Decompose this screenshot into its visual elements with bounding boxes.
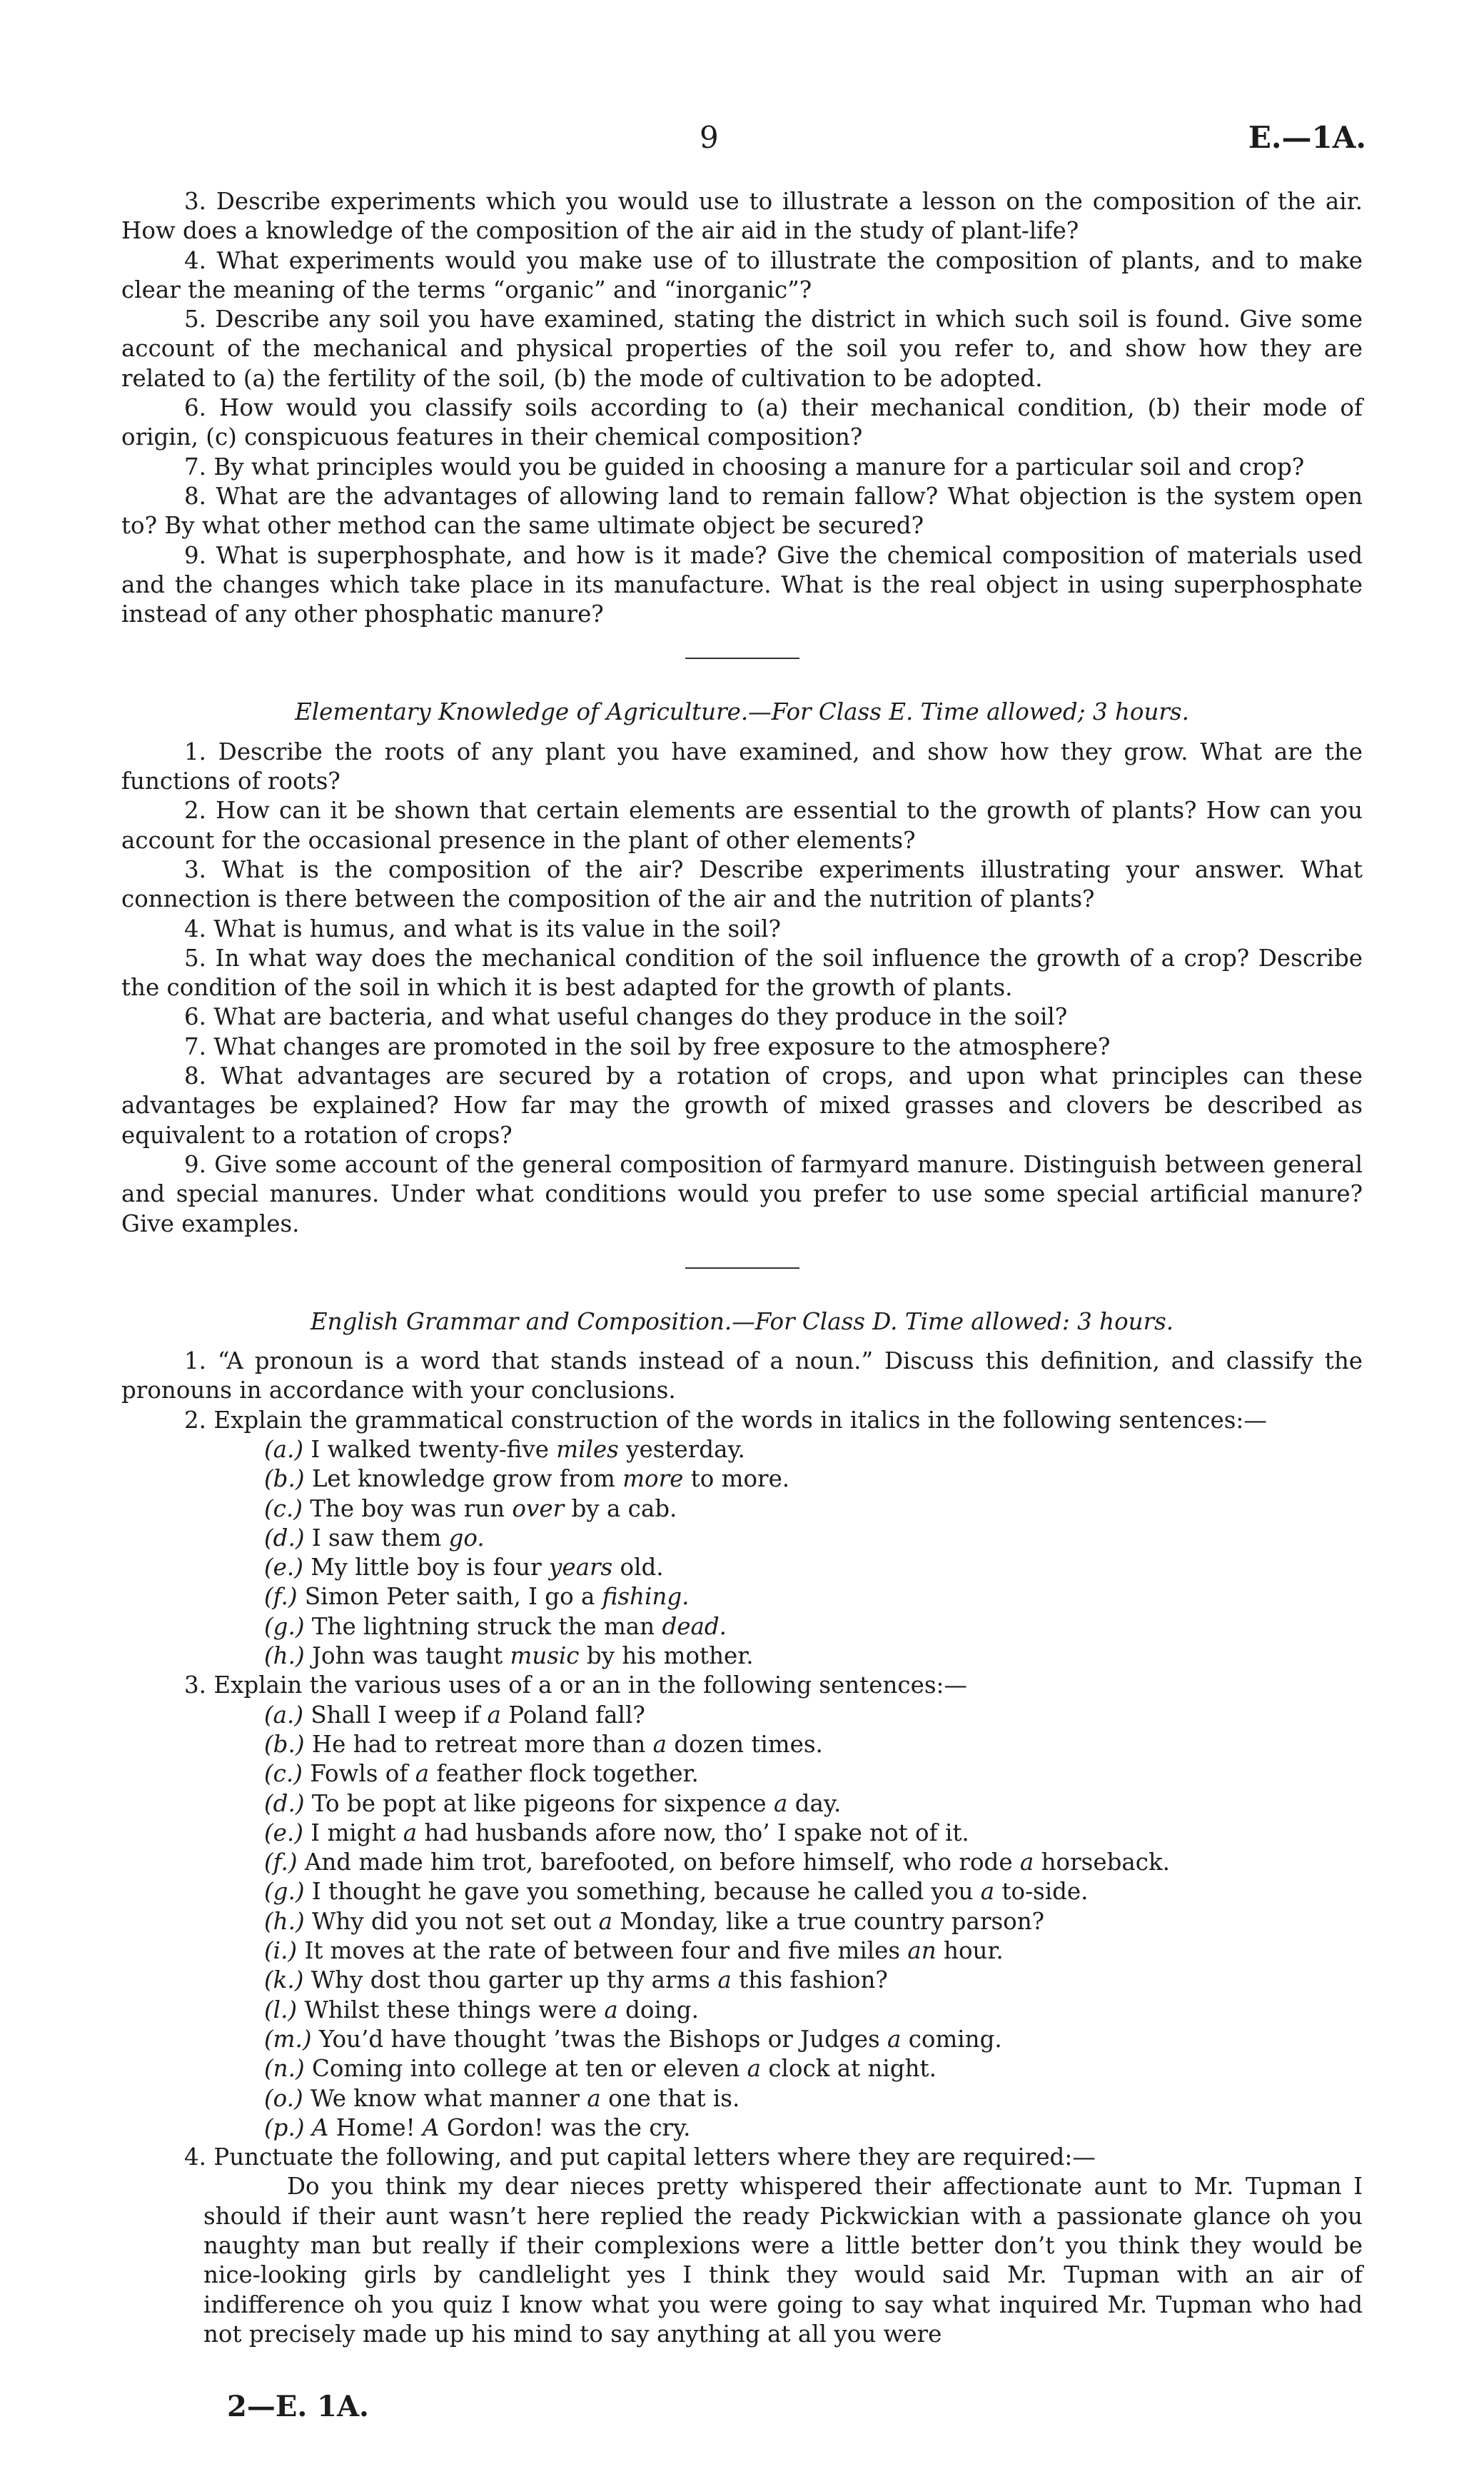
section-elementary-agriculture	[121, 698, 1363, 1238]
sentence-item	[264, 1789, 1363, 1819]
item-text: this fashion?	[731, 1966, 888, 1994]
item-text: The lightning struck the man	[311, 1612, 662, 1640]
item-text: one that is.	[600, 2084, 740, 2112]
italic-word: a	[604, 1996, 618, 2023]
italic-word: dead.	[662, 1612, 727, 1640]
page-footer-signature: 2—E. 1A.	[227, 2390, 369, 2423]
question: 4. What is humus, and what is its value in the soil?	[184, 915, 781, 942]
sentence-item	[264, 2113, 1363, 2143]
item-label: (i.)	[264, 1937, 298, 1965]
sentence-item	[264, 1819, 1363, 1848]
question: 3. What is the composition of the air? Describe experiments illustrating your answer. What connection is there between the composition of the air and the nutrition of plants?	[121, 855, 1363, 913]
item-text: The boy was run	[310, 1494, 513, 1522]
sentence-list	[121, 1701, 1363, 2143]
item-label: (b.)	[264, 1465, 305, 1493]
item-text: Home!	[328, 2113, 423, 2141]
italic-word: a	[887, 2025, 902, 2053]
item-label: (g.)	[264, 1878, 305, 1906]
section-english-grammar	[121, 1307, 1363, 2349]
item-text: Fowls of	[310, 1760, 415, 1788]
item-label: (e.)	[264, 1819, 303, 1846]
page-header	[0, 120, 1484, 163]
italic-word: a	[587, 2084, 601, 2112]
sentence-item	[264, 1996, 1363, 2025]
italic-word: a	[774, 1789, 788, 1817]
item-label: (g.)	[264, 1612, 305, 1640]
sentence-item	[264, 2054, 1363, 2083]
item-text: To be popt at like pigeons for sixpence	[311, 1789, 774, 1817]
item-text: Coming into college at ten or eleven	[311, 2055, 747, 2083]
item-text: Simon Peter saith, I go a	[304, 1583, 602, 1611]
italic-word: go.	[448, 1524, 485, 1552]
item-text: Monday, like a true country parson?	[612, 1907, 1045, 1935]
item-text: I walked twenty-five	[311, 1435, 557, 1463]
item-text: old.	[612, 1554, 664, 1582]
item-label: (k.)	[264, 1966, 304, 1994]
item-text: feather flock together.	[429, 1760, 699, 1788]
item-text: You’d have thought ’twas the Bishops or Judges	[318, 2025, 887, 2053]
sentence-item	[264, 2025, 1363, 2054]
question: 1. “A pronoun is a word that stands instead of a noun.” Discuss this definition, and classify the pronouns in accordance with your conclusions.	[121, 1347, 1363, 1404]
italic-word: a	[598, 1907, 612, 1935]
question: 3. Describe experiments which you would use to illustrate a lesson on the composition of the air. How does a knowledge of the composition of the air aid in the study of plant-life?	[121, 188, 1363, 245]
question: 1. Describe the roots of any plant you have examined, and show how they grow. What are the functions of roots?	[121, 738, 1363, 795]
item-text: It moves at the rate of between four and five miles	[304, 1937, 908, 1965]
sentence-item	[264, 1582, 1363, 1611]
italic-word: a	[717, 1966, 732, 1994]
italic-word: a	[403, 1819, 418, 1846]
item-text: My little boy is four	[311, 1554, 549, 1582]
question: 8. What are the advantages of allowing land to remain fallow? What objection is the system open to? By what other method can the same ultimate object be secured?	[121, 482, 1363, 540]
item-text: Why dost thou garter up thy arms	[311, 1966, 718, 1994]
sentence-item	[264, 1612, 1363, 1641]
item-label: (f.)	[264, 1583, 298, 1611]
sentence-item	[264, 2084, 1363, 2113]
italic-word: A	[311, 2113, 329, 2141]
italic-word: music	[510, 1642, 580, 1670]
item-text: doing.	[617, 1996, 699, 2023]
question: 3. Explain the various uses of a or an in the following sentences:—	[184, 1671, 967, 1699]
item-text: Whilst these things were	[304, 1996, 605, 2023]
item-label: (p.)	[264, 2113, 305, 2141]
item-text: to more.	[683, 1465, 790, 1493]
item-text: I might	[311, 1819, 403, 1846]
section-agriculture-continued	[121, 187, 1363, 629]
sentence-list	[121, 1435, 1363, 1671]
item-text: We know what manner	[311, 2084, 587, 2112]
punctuation-passage: Do you think my dear nieces pretty whispered their affectionate aunt to Mr. Tupman I should if their aunt wasn’t here replied the ready Pickwickian with a passionate glance oh you naughty man but really if their complexions were a little better don’t you think they would be nice-looking girls by candlelight yes I think they would said Mr. Tupman with an air of indifference oh you quiz I know what you were going to say what inquired Mr. Tupman who had not precisely made up his mind to say anything at all you were	[203, 2173, 1363, 2348]
sentence-item	[264, 1701, 1363, 1730]
question: 2. How can it be shown that certain elements are essential to the growth of plants? How can you account for the occasional presence in the plant of other elements?	[121, 797, 1363, 854]
question: 7. By what principles would you be guided in choosing a manure for a particular soil and crop?	[184, 453, 1305, 481]
item-text: yesterday.	[618, 1435, 745, 1463]
item-text: dozen times.	[667, 1730, 823, 1758]
item-text: horseback.	[1034, 1849, 1170, 1876]
italic-word: years	[548, 1554, 613, 1582]
question: 5. In what way does the mechanical condition of the soil influence the growth of a crop? Describe the condition of the soil in which it is best adapted for the growth of plants.	[121, 944, 1363, 1002]
item-text: Shall I weep if	[311, 1701, 488, 1729]
item-text: coming.	[901, 2025, 1002, 2053]
question: 2. Explain the grammatical construction of the words in italics in the following sentences:—	[184, 1406, 1267, 1434]
item-label: (m.)	[264, 2025, 312, 2053]
item-text: And made him trot, barefooted, on before himself, who rode	[304, 1849, 1020, 1876]
item-label: (b.)	[264, 1730, 305, 1758]
italic-word: miles	[556, 1435, 619, 1463]
item-text: to-side.	[994, 1878, 1089, 1906]
item-text: by a cab.	[564, 1494, 677, 1522]
item-label: (e.)	[264, 1554, 303, 1582]
italic-word: a	[1019, 1849, 1034, 1876]
italic-word: fishing.	[602, 1583, 690, 1611]
sentence-item	[264, 1966, 1363, 1995]
item-text: Why did you not set out	[311, 1907, 599, 1935]
item-text: Gordon! was the cry.	[439, 2113, 691, 2141]
item-label: (c.)	[264, 1760, 303, 1788]
item-text: I saw them	[311, 1524, 449, 1552]
italic-word: a	[415, 1760, 430, 1788]
italic-word: a	[652, 1730, 667, 1758]
question: 9. Give some account of the general composition of farmyard manure. Distinguish between general and special manures. Under what conditions would you prefer to use some special artificial manure? Give examples.	[121, 1150, 1363, 1237]
item-text: John was taught	[311, 1642, 510, 1670]
sentence-item	[264, 1435, 1363, 1464]
italic-word: A	[423, 2113, 440, 2141]
sentence-item	[264, 1907, 1363, 1936]
item-label: (d.)	[264, 1524, 305, 1552]
sentence-item	[264, 1464, 1363, 1494]
sentence-item	[264, 1524, 1363, 1553]
item-label: (a.)	[264, 1701, 304, 1729]
item-label: (c.)	[264, 1494, 303, 1522]
section-heading: Elementary Knowledge of Agriculture.—For Class E. Time allowed; 3 hours.	[295, 698, 1189, 726]
item-text: day.	[787, 1789, 842, 1817]
item-text: Poland fall?	[500, 1701, 645, 1729]
item-label: (l.)	[264, 1996, 298, 2023]
sentence-item	[264, 1553, 1363, 1582]
item-label: (o.)	[264, 2084, 303, 2112]
sentence-item	[264, 1494, 1363, 1524]
italic-word: a	[487, 1701, 501, 1729]
item-label: (a.)	[264, 1435, 304, 1463]
item-text: I thought he gave you something, because he called you	[311, 1878, 981, 1906]
item-text: clock at night.	[761, 2055, 937, 2083]
question: 6. How would you classify soils according to (a) their mechanical condition, (b) their mode of origin, (c) conspicuous features in their chemical composition?	[121, 394, 1363, 451]
item-label: (d.)	[264, 1789, 305, 1817]
sentence-item	[264, 1641, 1363, 1671]
question: 4. What experiments would you make use of to illustrate the composition of plants, and to make clear the meaning of the terms “organic” and “inorganic”?	[121, 246, 1363, 303]
italic-word: more	[622, 1465, 684, 1493]
item-label: (n.)	[264, 2055, 305, 2083]
question: 6. What are bacteria, and what useful changes do they produce in the soil?	[184, 1003, 1068, 1031]
italic-word: a	[747, 2055, 761, 2083]
item-text: He had to retreat more than	[311, 1730, 653, 1758]
question: 7. What changes are promoted in the soil by free exposure to the atmosphere?	[184, 1032, 1111, 1060]
italic-word: an	[907, 1937, 937, 1965]
item-text: hour.	[936, 1937, 1004, 1965]
question: 4. Punctuate the following, and put capital letters where they are required:—	[184, 2143, 1096, 2171]
question: 9. What is superphosphate, and how is it made? Give the chemical composition of materials used and the changes which take place in its manufacture. What is the real object in using superphosphate instead of any other phosphatic manure?	[121, 541, 1363, 628]
item-label: (f.)	[264, 1849, 298, 1876]
sentence-item	[264, 1936, 1363, 1966]
sentence-item	[264, 1877, 1363, 1906]
item-text: Let knowledge grow from	[311, 1465, 623, 1493]
sentence-item	[264, 1759, 1363, 1789]
item-text: had husbands afore now, tho’ I spake not of it.	[417, 1819, 969, 1846]
question: 8. What advantages are secured by a rotation of crops, and upon what principles can these advantages be explained? How far may the growth of mixed grasses and clovers be described as equivalent to a rotation of crops?	[121, 1062, 1363, 1149]
page-body	[121, 187, 1363, 2349]
question: 5. Describe any soil you have examined, stating the district in which such soil is found. Give some account of the mechanical and physical properties of the soil you refer to, and show how they are related to (a) the fertility of the soil, (b) the mode of cultivation to be adopted.	[121, 306, 1363, 392]
italic-word: a	[980, 1878, 995, 1906]
section-heading: English Grammar and Composition.—For Class D. Time allowed: 3 hours.	[310, 1307, 1174, 1335]
item-text: by his mother.	[579, 1642, 754, 1670]
page-number: 9	[700, 120, 719, 155]
sentence-item	[264, 1848, 1363, 1877]
sentence-item	[264, 1730, 1363, 1759]
italic-word: over	[512, 1494, 565, 1522]
item-label: (h.)	[264, 1907, 305, 1935]
document-reference: E.—1A.	[1248, 120, 1366, 155]
item-label: (h.)	[264, 1642, 305, 1670]
